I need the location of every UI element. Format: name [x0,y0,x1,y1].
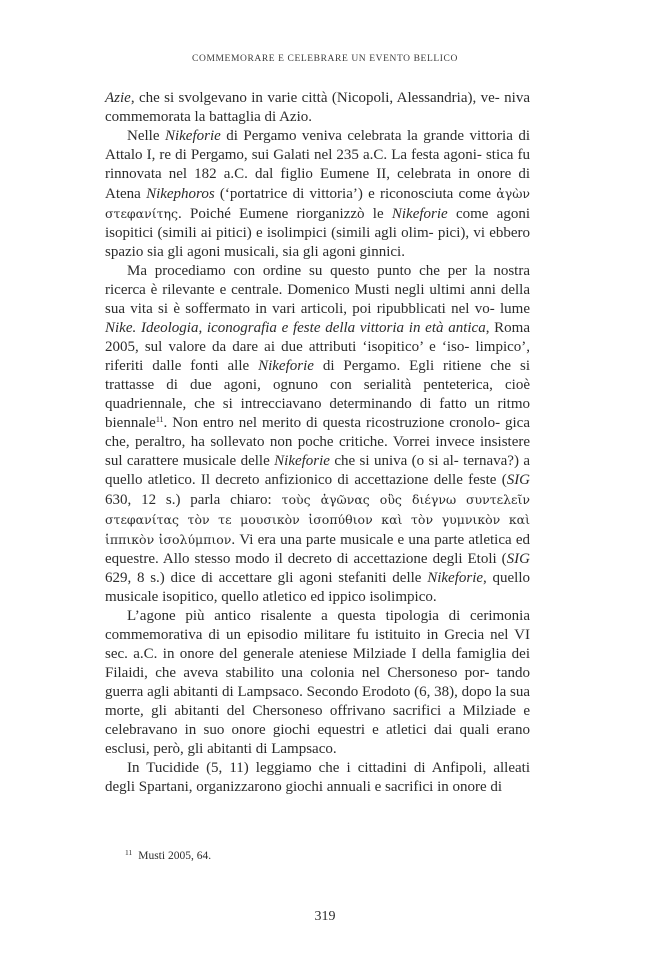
text-run: ( [501,551,507,567]
text-run: gica che, peraltro, ha sollevato non poche critiche. Vorrei invece [105,415,530,450]
italic-run: Nikephoros [146,186,215,202]
text-run: VI sec. a.C. in onore del generale ateniese Milziade I della famiglia [105,627,530,662]
footnote-reference: 11 [155,415,164,424]
text-run: di Attalo I, re di Pergamo, sui Galati nel 235 a.C. La festa agoni- [105,128,531,163]
paragraph [105,127,530,262]
text-run: lume [500,301,530,317]
text-run: dei Filaidi, che aveva stabilito una colonia nel Chersoneso por- [105,646,530,681]
text-run: 630, 12 s.) parla chiaro: [105,492,282,508]
text-run: della sua vita si è soffermato in vari articoli, poi ripubblicati nel vo- [105,282,530,317]
greek-run: συντελεῖν στεφανίτας τὸν τε μουσικὸν ἰσοπύθιον καὶ τὸν γυμνικὸν καὶ [105,492,531,527]
text-run: , [483,570,487,586]
text-run: tando guerra agli abitanti di Lampsaco. Secondo Erodoto (6, 38), [105,665,530,700]
text-run: (‘portatrice di vittoria’) e riconosciuta [214,186,454,202]
italic-run: Nike. Ideologia, iconografia e feste della vittoria in età antica [105,320,486,336]
text-run: stica fu rinnovata nel 182 a.C. dal figlio Eumene II, celebrata in [105,147,530,182]
text-run: Ma procediamo con ordine su questo punto che per la nostra [127,263,530,279]
italic-run: Nikeforie [164,128,221,144]
paragraph [105,89,530,127]
text-run: limpico’, riferiti dalle fonti alle [105,339,531,374]
text-run: che si trattasse di due agoni, ognuno con serialità penteterica, cioè [105,358,530,393]
running-header: COMMEMORARE E CELEBRARE UN EVENTO BELLICO [192,54,458,64]
text-run: biennale [105,415,156,431]
text-run: pici), vi ebbero spazio sia gli agoni musicali, sia gli agoni ginnici. [105,225,531,260]
text-run: . Vi era una parte musicale e una parte atletica [231,532,512,548]
text-run: ed equestre. Allo stesso modo il decreto di accettazione degli Etoli [105,532,531,567]
text-run: . Poiché Eumene riorganizzò le [178,206,392,222]
greek-run: τοὺς ἀγῶνας οὓς διέγνω [281,492,457,507]
italic-run: SIG [506,472,531,488]
body-text [105,89,530,797]
text-run: niva commemorata la battaglia di Azio. [105,90,530,125]
text-run: onore di Atena [105,166,530,202]
italic-run: Nikeforie [391,206,448,222]
italic-run: SIG [506,551,530,567]
greek-run: ἱππικὸν ἰσολύμπιον [105,532,232,547]
text-run: 629, 8 s.) dice di accettare gli agoni stefaniti delle [105,570,428,586]
paragraph [105,759,530,797]
greek-run: ἀγὼν στεφανίτης [105,186,530,221]
italic-run: Nikeforie [258,358,314,374]
text-run: di Pergamo. Egli ritiene [313,358,482,374]
text-run: L’agone più antico risalente a questa tipologia di cerimonia [127,608,530,624]
page-number: 319 [314,909,336,924]
text-run: degli Spartani, organizzarono giochi annuali e sacrifici in onore di [105,779,503,795]
text-run: ternava?) a quello atletico. Il decreto anfizionico di accettazione [105,453,530,488]
footnote-text: Musti 2005, 64. [138,850,212,862]
text-run: quali erano esclusi, però, gli abitanti di Lampsaco. [105,722,530,757]
italic-run: Azie [105,90,131,106]
text-run: ricerca è rilevante e centrale. Domenico Musti negli ultimi anni [105,282,496,298]
text-run: come agoni isopitici (simili ai pitici) e isolimpici (simili agli olim- [105,206,530,241]
text-run: delle feste ( [433,472,507,488]
paragraph [105,607,530,759]
paragraph [105,262,530,607]
italic-run: Nikeforie [274,453,330,469]
text-run: quadriennale, che si intrecciavano determinando di fatto un ritmo [105,396,530,412]
footnote-number: 11 [125,848,133,857]
text-run: , [485,320,490,336]
text-run: In Tucidide (5, 11) leggiamo che i cittadini di Anfipoli, alleati [127,760,530,776]
italic-run: Nikeforie [427,570,484,586]
text-run: quello musicale isopitico, quello atletico ed ippico isolimpico. [105,570,531,605]
text-run: a Milziade e celebravano in suo onore giochi equestri e atletici dai [105,703,530,738]
text-run: , che si svolgevano in varie città (Nicopoli, Alessandria), ve- [130,90,500,106]
text-run: insistere sul carattere musicale delle [105,434,531,469]
text-run: Roma 2005, sul valore da dare ai due attributi ‘isopitico’ e ‘iso- [105,320,531,355]
text-run: che si univa (o si al- [329,453,459,469]
text-run: come [458,186,497,202]
footnote [125,848,211,862]
text-run: Nelle [127,128,165,144]
text-run: . Non entro nel merito di questa ricostruzione cronolo- [163,415,501,431]
text-run: commemorativa di un episodio militare fu istituito in Grecia nel [105,627,509,643]
text-run: di Pergamo veniva celebrata la grande vittoria [220,128,513,144]
text-run: dopo la sua morte, gli abitanti del Chersoneso offrivano sacrifici [105,684,530,719]
